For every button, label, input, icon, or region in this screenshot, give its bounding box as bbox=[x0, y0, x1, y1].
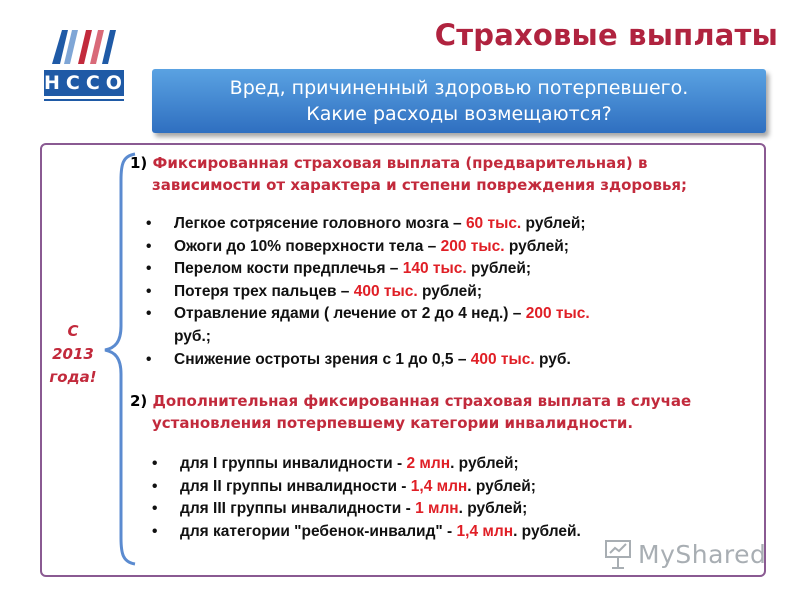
watermark bbox=[604, 538, 767, 572]
bullet-icon: • bbox=[152, 477, 158, 495]
bullet-icon: • bbox=[152, 522, 158, 540]
list-item bbox=[146, 303, 590, 348]
item-text: Ожоги до 10% поверхности тела – bbox=[174, 237, 441, 255]
list-item bbox=[146, 236, 590, 259]
list-item bbox=[152, 476, 581, 499]
list-item bbox=[146, 281, 590, 304]
item-text: Снижение остроты зрения с 1 до 0,5 – bbox=[174, 350, 471, 368]
question-banner bbox=[152, 69, 766, 133]
item-text: для II группы инвалидности - bbox=[180, 477, 411, 495]
logo-text: НССО bbox=[44, 72, 128, 94]
section-2-list bbox=[152, 453, 581, 543]
item-suffix: рублей; bbox=[504, 237, 569, 255]
section-1-list bbox=[146, 213, 590, 371]
list-item bbox=[152, 453, 581, 476]
bullet-icon: • bbox=[152, 455, 158, 472]
item-text: Отравление ядами ( лечение от 2 до 4 нед.) – bbox=[174, 305, 526, 323]
banner-line-2: Какие расходы возмещаются? bbox=[306, 103, 612, 125]
item-suffix: руб. bbox=[534, 350, 571, 368]
bullet-icon: • bbox=[146, 215, 152, 232]
item-continuation: руб.; bbox=[174, 327, 211, 345]
item-amount: 200 тыс. bbox=[440, 237, 505, 255]
presentation-board-icon bbox=[604, 538, 634, 570]
item-amount: 1,4 млн bbox=[410, 477, 468, 495]
item-suffix: рублей; bbox=[521, 215, 586, 232]
bullet-icon: • bbox=[146, 282, 152, 300]
list-item bbox=[152, 498, 581, 521]
bullet-icon: • bbox=[152, 500, 158, 518]
page-title: Страховые выплаты bbox=[434, 18, 778, 52]
banner-line-1: Вред, причиненный здоровью потерпевшего. bbox=[229, 77, 689, 99]
list-item bbox=[152, 521, 581, 544]
item-text: Перелом кости предплечья – bbox=[174, 260, 403, 278]
bullet-icon: • bbox=[146, 305, 152, 323]
item-amount: 60 тыс. bbox=[465, 215, 522, 232]
watermark-text: MyShared bbox=[638, 540, 767, 569]
bullet-icon: • bbox=[146, 237, 152, 255]
curly-brace-icon bbox=[101, 150, 141, 570]
section-1-heading: 1) Фиксированная страховая выплата (предварительная) в зависимости от характера и степени повреждения здоровья; bbox=[130, 154, 688, 194]
bullet-icon: • bbox=[146, 350, 152, 368]
item-amount: 2 млн bbox=[406, 455, 451, 472]
item-text: для III группы инвалидности - bbox=[180, 500, 416, 518]
item-amount: 140 тыс. bbox=[402, 260, 467, 278]
since-2013-label: С 2013 года! bbox=[49, 322, 97, 386]
item-suffix: . рублей. bbox=[513, 522, 581, 540]
list-item bbox=[146, 349, 590, 372]
item-text: Потеря трех пальцев – bbox=[174, 282, 354, 300]
nsso-logo bbox=[38, 26, 130, 112]
list-item bbox=[146, 213, 590, 236]
item-amount: 200 тыс. bbox=[525, 305, 590, 323]
list-item bbox=[146, 258, 590, 281]
logo-graphic bbox=[38, 26, 130, 112]
item-suffix: . рублей; bbox=[450, 455, 519, 472]
section-2-heading: 2) Дополнительная фиксированная страховая выплата в случае установления потерпевшему категории инвалидности. bbox=[130, 392, 692, 432]
item-amount: 400 тыс. bbox=[353, 282, 418, 300]
item-text: Легкое сотрясение головного мозга – bbox=[174, 215, 466, 232]
item-text: для I группы инвалидности - bbox=[180, 455, 407, 472]
item-suffix: . рублей; bbox=[458, 500, 528, 518]
item-amount: 400 тыс. bbox=[470, 350, 535, 368]
item-amount: 1 млн bbox=[415, 500, 459, 518]
item-amount: 1,4 млн bbox=[456, 522, 514, 540]
item-suffix: рублей; bbox=[466, 260, 532, 278]
item-suffix: . рублей; bbox=[467, 477, 536, 495]
item-suffix: рублей; bbox=[417, 282, 482, 300]
item-text: для категории "ребенок-инвалид" - bbox=[180, 522, 457, 540]
bullet-icon: • bbox=[146, 260, 152, 278]
